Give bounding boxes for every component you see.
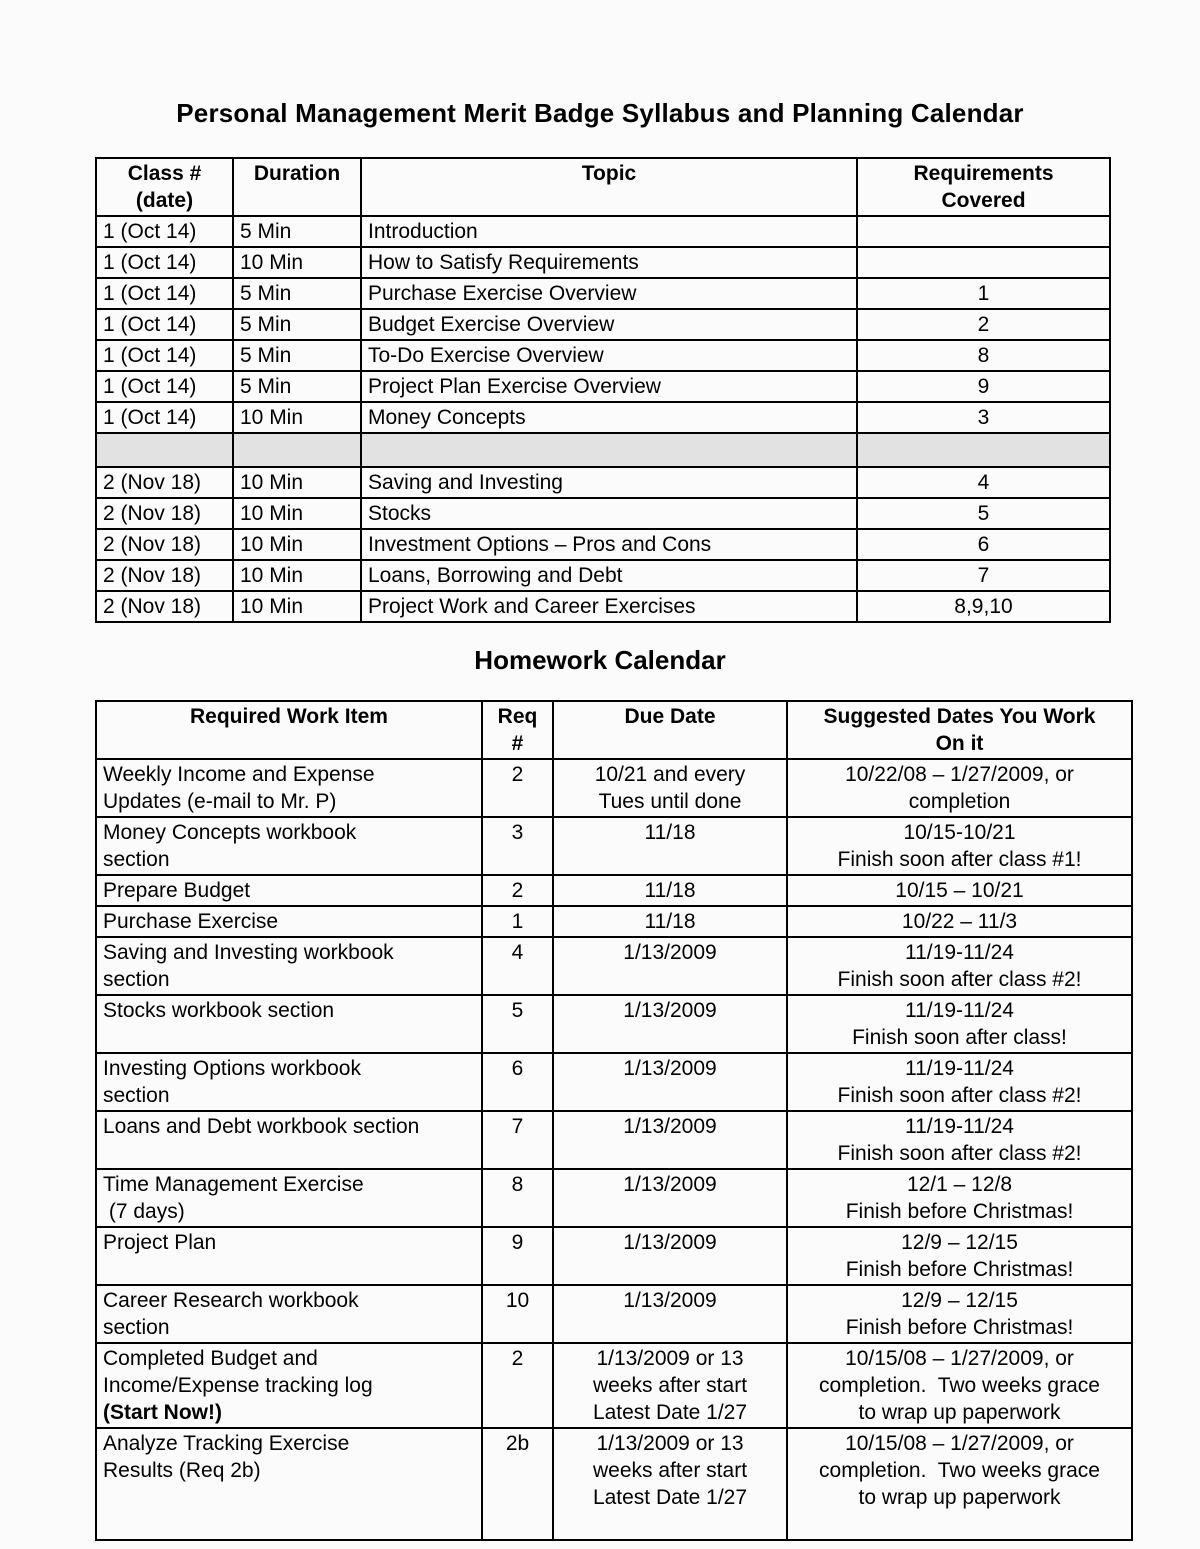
work-item-cell	[96, 995, 482, 1053]
header-line: Suggested Dates You Work	[823, 705, 1096, 728]
req-number-cell: 2	[482, 875, 553, 906]
cell-text-line: completion. Two weeks grace	[819, 1374, 1100, 1397]
cell-text-line: 11/19-11/24	[905, 1115, 1014, 1138]
header-line: Covered	[941, 189, 1026, 212]
cell-text-line: section	[103, 1084, 170, 1107]
cell-text-line: Finish soon after class #2!	[837, 1142, 1082, 1165]
duration-cell: 10 Min	[233, 529, 361, 560]
req-number-cell: 7	[482, 1111, 553, 1169]
work-item-cell	[96, 906, 482, 937]
table-row	[96, 591, 1110, 622]
separator-cell	[96, 433, 233, 467]
page-title: Personal Management Merit Badge Syllabus and Planning Calendar	[176, 98, 1024, 128]
duration-cell: 5 Min	[233, 278, 361, 309]
cell-text-line: 1/13/2009	[623, 1289, 717, 1312]
header-req-number	[482, 701, 553, 759]
cell-text-line: Weekly Income and Expense	[103, 763, 375, 786]
requirements-cell	[857, 216, 1110, 247]
separator-cell	[233, 433, 361, 467]
suggested-dates-cell	[787, 1111, 1132, 1169]
cell-text-line: 11/18	[644, 910, 696, 933]
separator-cell	[857, 433, 1110, 467]
work-item-cell	[96, 875, 482, 906]
cell-text-line: Finish soon after class!	[852, 1026, 1067, 1049]
topic-cell: Stocks	[361, 498, 857, 529]
work-item-cell	[96, 1285, 482, 1343]
table-row	[96, 278, 1110, 309]
cell-text-line: weeks after start	[592, 1374, 748, 1397]
header-due-date: Due Date	[553, 701, 787, 759]
cell-text-line: Finish soon after class #1!	[837, 848, 1082, 871]
cell-text-line: Money Concepts workbook	[103, 821, 357, 844]
req-number-cell: 6	[482, 1053, 553, 1111]
cell-text-line: 10/15 – 10/21	[895, 879, 1024, 902]
table-row	[96, 340, 1110, 371]
header-required-work-item: Required Work Item	[96, 701, 482, 759]
separator-cell	[361, 433, 857, 467]
header-suggested-dates	[787, 701, 1132, 759]
req-number-cell: 2b	[482, 1428, 553, 1540]
cell-text-line: Time Management Exercise	[103, 1173, 364, 1196]
table-row	[96, 759, 1132, 817]
due-date-cell	[553, 1285, 787, 1343]
requirements-cell: 9	[857, 371, 1110, 402]
cell-text-line: Updates (e-mail to Mr. P)	[103, 790, 337, 813]
cell-text-line: Purchase Exercise	[103, 910, 279, 933]
cell-text-line: 12/9 – 12/15	[901, 1231, 1018, 1254]
cell-text-line: section	[103, 848, 170, 871]
table-row	[96, 817, 1132, 875]
due-date-cell	[553, 906, 787, 937]
table-row	[96, 402, 1110, 433]
cell-text-line: 10/15/08 – 1/27/2009, or	[845, 1432, 1074, 1455]
cell-text-line: Completed Budget and	[103, 1347, 318, 1370]
cell-text-line: 1/13/2009	[623, 1173, 717, 1196]
table-row	[96, 906, 1132, 937]
table-row	[96, 371, 1110, 402]
cell-text-line: Loans and Debt workbook section	[103, 1115, 420, 1138]
suggested-dates-cell	[787, 875, 1132, 906]
req-number-cell: 2	[482, 759, 553, 817]
table-row	[96, 1227, 1132, 1285]
class-number-cell: 2 (Nov 18)	[96, 467, 233, 498]
topic-cell: Introduction	[361, 216, 857, 247]
work-item-cell	[96, 1227, 482, 1285]
class-number-cell: 2 (Nov 18)	[96, 529, 233, 560]
req-number-cell: 1	[482, 906, 553, 937]
cell-text-line: Finish soon after class #2!	[837, 1084, 1082, 1107]
topic-cell: How to Satisfy Requirements	[361, 247, 857, 278]
req-number-cell: 5	[482, 995, 553, 1053]
header-line: #	[511, 732, 524, 755]
cell-text-line: 10/15/08 – 1/27/2009, or	[845, 1347, 1074, 1370]
class-number-cell: 2 (Nov 18)	[96, 560, 233, 591]
cell-text-line: 11/18	[644, 821, 696, 844]
cell-text-line: Career Research workbook	[103, 1289, 359, 1312]
syllabus-header-row	[96, 158, 1110, 216]
cell-text-line: 10/15-10/21	[903, 821, 1016, 844]
cell-text-line: Results (Req 2b)	[103, 1459, 261, 1482]
cell-text-line: Investing Options workbook	[103, 1057, 361, 1080]
req-number-cell: 8	[482, 1169, 553, 1227]
requirements-cell: 2	[857, 309, 1110, 340]
table-row	[96, 498, 1110, 529]
class-number-cell: 1 (Oct 14)	[96, 278, 233, 309]
cell-text-line: completion	[908, 790, 1011, 813]
topic-cell: Saving and Investing	[361, 467, 857, 498]
syllabus-table-body	[96, 216, 1110, 622]
suggested-dates-cell	[787, 1343, 1132, 1428]
cell-text-line: Latest Date 1/27	[592, 1486, 748, 1509]
table-row	[96, 937, 1132, 995]
requirements-cell	[857, 247, 1110, 278]
suggested-dates-cell	[787, 995, 1132, 1053]
cell-text-line: Prepare Budget	[103, 879, 251, 902]
suggested-dates-cell	[787, 759, 1132, 817]
req-number-cell: 10	[482, 1285, 553, 1343]
cell-text-line: Tues until done	[598, 790, 742, 813]
duration-cell: 5 Min	[233, 216, 361, 247]
requirements-cell: 3	[857, 402, 1110, 433]
class-number-cell: 1 (Oct 14)	[96, 402, 233, 433]
cell-text-line: 11/19-11/24	[905, 941, 1014, 964]
table-row	[96, 467, 1110, 498]
topic-cell: Purchase Exercise Overview	[361, 278, 857, 309]
cell-text-line: 1/13/2009	[623, 1057, 717, 1080]
suggested-dates-cell	[787, 1285, 1132, 1343]
cell-text-line: 1/13/2009	[623, 1231, 717, 1254]
table-row	[96, 1169, 1132, 1227]
cell-text-line: Finish soon after class #2!	[837, 968, 1082, 991]
duration-cell: 10 Min	[233, 247, 361, 278]
cell-text-line: to wrap up paperwork	[858, 1486, 1061, 1509]
cell-text-line: 1/13/2009	[623, 999, 717, 1022]
suggested-dates-cell	[787, 1428, 1132, 1540]
work-item-cell	[96, 1111, 482, 1169]
cell-text-line: Income/Expense tracking log	[103, 1374, 373, 1397]
duration-cell: 5 Min	[233, 309, 361, 340]
header-class-number	[96, 158, 233, 216]
requirements-cell: 6	[857, 529, 1110, 560]
cell-text-line: Finish before Christmas!	[845, 1316, 1074, 1339]
duration-cell: 10 Min	[233, 560, 361, 591]
table-row	[96, 309, 1110, 340]
cell-text-line: Latest Date 1/27	[592, 1401, 748, 1424]
separator-row	[96, 433, 1110, 467]
table-row	[96, 529, 1110, 560]
duration-cell: 10 Min	[233, 402, 361, 433]
homework-table-body	[96, 759, 1132, 1540]
due-date-cell	[553, 937, 787, 995]
header-line: Req	[497, 705, 538, 728]
cell-text-line: Finish before Christmas!	[845, 1200, 1074, 1223]
cell-text-line: 12/9 – 12/15	[901, 1289, 1018, 1312]
cell-text-line: (Start Now!)	[103, 1401, 222, 1424]
work-item-cell	[96, 1169, 482, 1227]
duration-cell: 10 Min	[233, 591, 361, 622]
table-row	[96, 560, 1110, 591]
req-number-cell: 4	[482, 937, 553, 995]
cell-text-line: Saving and Investing workbook	[103, 941, 394, 964]
cell-text-line: 11/18	[644, 879, 696, 902]
class-number-cell: 1 (Oct 14)	[96, 309, 233, 340]
due-date-cell	[553, 1343, 787, 1428]
duration-cell: 5 Min	[233, 371, 361, 402]
homework-table	[95, 700, 1133, 1541]
homework-header-row	[96, 701, 1132, 759]
cell-text-line: 1/13/2009 or 13	[596, 1432, 744, 1455]
class-number-cell: 2 (Nov 18)	[96, 591, 233, 622]
header-line: Class #	[127, 162, 202, 185]
cell-text-line: 10/22/08 – 1/27/2009, or	[845, 763, 1074, 786]
topic-cell: Budget Exercise Overview	[361, 309, 857, 340]
cell-text-line: section	[103, 1316, 170, 1339]
work-item-cell	[96, 1428, 482, 1540]
topic-cell: Money Concepts	[361, 402, 857, 433]
class-number-cell: 1 (Oct 14)	[96, 247, 233, 278]
req-number-cell: 2	[482, 1343, 553, 1428]
table-row	[96, 247, 1110, 278]
cell-text-line: weeks after start	[592, 1459, 748, 1482]
header-line: On it	[935, 732, 984, 755]
duration-cell: 10 Min	[233, 498, 361, 529]
due-date-cell	[553, 817, 787, 875]
requirements-cell: 8	[857, 340, 1110, 371]
cell-text-line: 11/19-11/24	[905, 999, 1014, 1022]
topic-cell: Project Work and Career Exercises	[361, 591, 857, 622]
cell-text-line: Project Plan	[103, 1231, 217, 1254]
suggested-dates-cell	[787, 906, 1132, 937]
cell-text-line: 1/13/2009	[623, 1115, 717, 1138]
table-row	[96, 1343, 1132, 1428]
work-item-cell	[96, 817, 482, 875]
cell-text-line: Stocks workbook section	[103, 999, 335, 1022]
suggested-dates-cell	[787, 1169, 1132, 1227]
topic-cell: Project Plan Exercise Overview	[361, 371, 857, 402]
header-line: (date)	[135, 189, 194, 212]
suggested-dates-cell	[787, 1053, 1132, 1111]
class-number-cell: 2 (Nov 18)	[96, 498, 233, 529]
cell-text-line: 1/13/2009	[623, 941, 717, 964]
due-date-cell	[553, 1169, 787, 1227]
cell-text-line: (7 days)	[103, 1200, 185, 1223]
table-row	[96, 216, 1110, 247]
due-date-cell	[553, 1053, 787, 1111]
cell-text-line: Analyze Tracking Exercise	[103, 1432, 350, 1455]
work-item-cell	[96, 937, 482, 995]
table-row	[96, 1428, 1132, 1540]
table-row	[96, 1285, 1132, 1343]
class-number-cell: 1 (Oct 14)	[96, 371, 233, 402]
topic-cell: To-Do Exercise Overview	[361, 340, 857, 371]
homework-calendar-heading: Homework Calendar	[474, 645, 726, 675]
suggested-dates-cell	[787, 817, 1132, 875]
table-row	[96, 875, 1132, 906]
suggested-dates-cell	[787, 1227, 1132, 1285]
table-row	[96, 1053, 1132, 1111]
work-item-cell	[96, 1053, 482, 1111]
class-number-cell: 1 (Oct 14)	[96, 216, 233, 247]
cell-text-line: completion. Two weeks grace	[819, 1459, 1100, 1482]
requirements-cell: 5	[857, 498, 1110, 529]
req-number-cell: 9	[482, 1227, 553, 1285]
header-line: Requirements	[913, 162, 1054, 185]
requirements-cell: 4	[857, 467, 1110, 498]
requirements-cell: 7	[857, 560, 1110, 591]
due-date-cell	[553, 1111, 787, 1169]
topic-cell: Investment Options – Pros and Cons	[361, 529, 857, 560]
due-date-cell	[553, 875, 787, 906]
due-date-cell	[553, 1227, 787, 1285]
duration-cell: 5 Min	[233, 340, 361, 371]
header-topic: Topic	[361, 158, 857, 216]
work-item-cell	[96, 759, 482, 817]
req-number-cell: 3	[482, 817, 553, 875]
due-date-cell	[553, 1428, 787, 1540]
cell-text-line: 1/13/2009 or 13	[596, 1347, 744, 1370]
cell-text-line: 10/21 and every	[594, 763, 746, 786]
work-item-cell	[96, 1343, 482, 1428]
header-requirements-covered	[857, 158, 1110, 216]
due-date-cell	[553, 759, 787, 817]
duration-cell: 10 Min	[233, 467, 361, 498]
class-number-cell: 1 (Oct 14)	[96, 340, 233, 371]
cell-text-line: 11/19-11/24	[905, 1057, 1014, 1080]
due-date-cell	[553, 995, 787, 1053]
header-duration: Duration	[233, 158, 361, 216]
cell-text-line: Finish before Christmas!	[845, 1258, 1074, 1281]
syllabus-table	[95, 157, 1111, 623]
table-row	[96, 995, 1132, 1053]
topic-cell: Loans, Borrowing and Debt	[361, 560, 857, 591]
cell-text-line: section	[103, 968, 170, 991]
requirements-cell: 1	[857, 278, 1110, 309]
suggested-dates-cell	[787, 937, 1132, 995]
cell-text-line: 10/22 – 11/3	[901, 910, 1018, 933]
table-row	[96, 1111, 1132, 1169]
requirements-cell: 8,9,10	[857, 591, 1110, 622]
cell-text-line: 12/1 – 12/8	[906, 1173, 1013, 1196]
cell-text-line: to wrap up paperwork	[858, 1401, 1061, 1424]
